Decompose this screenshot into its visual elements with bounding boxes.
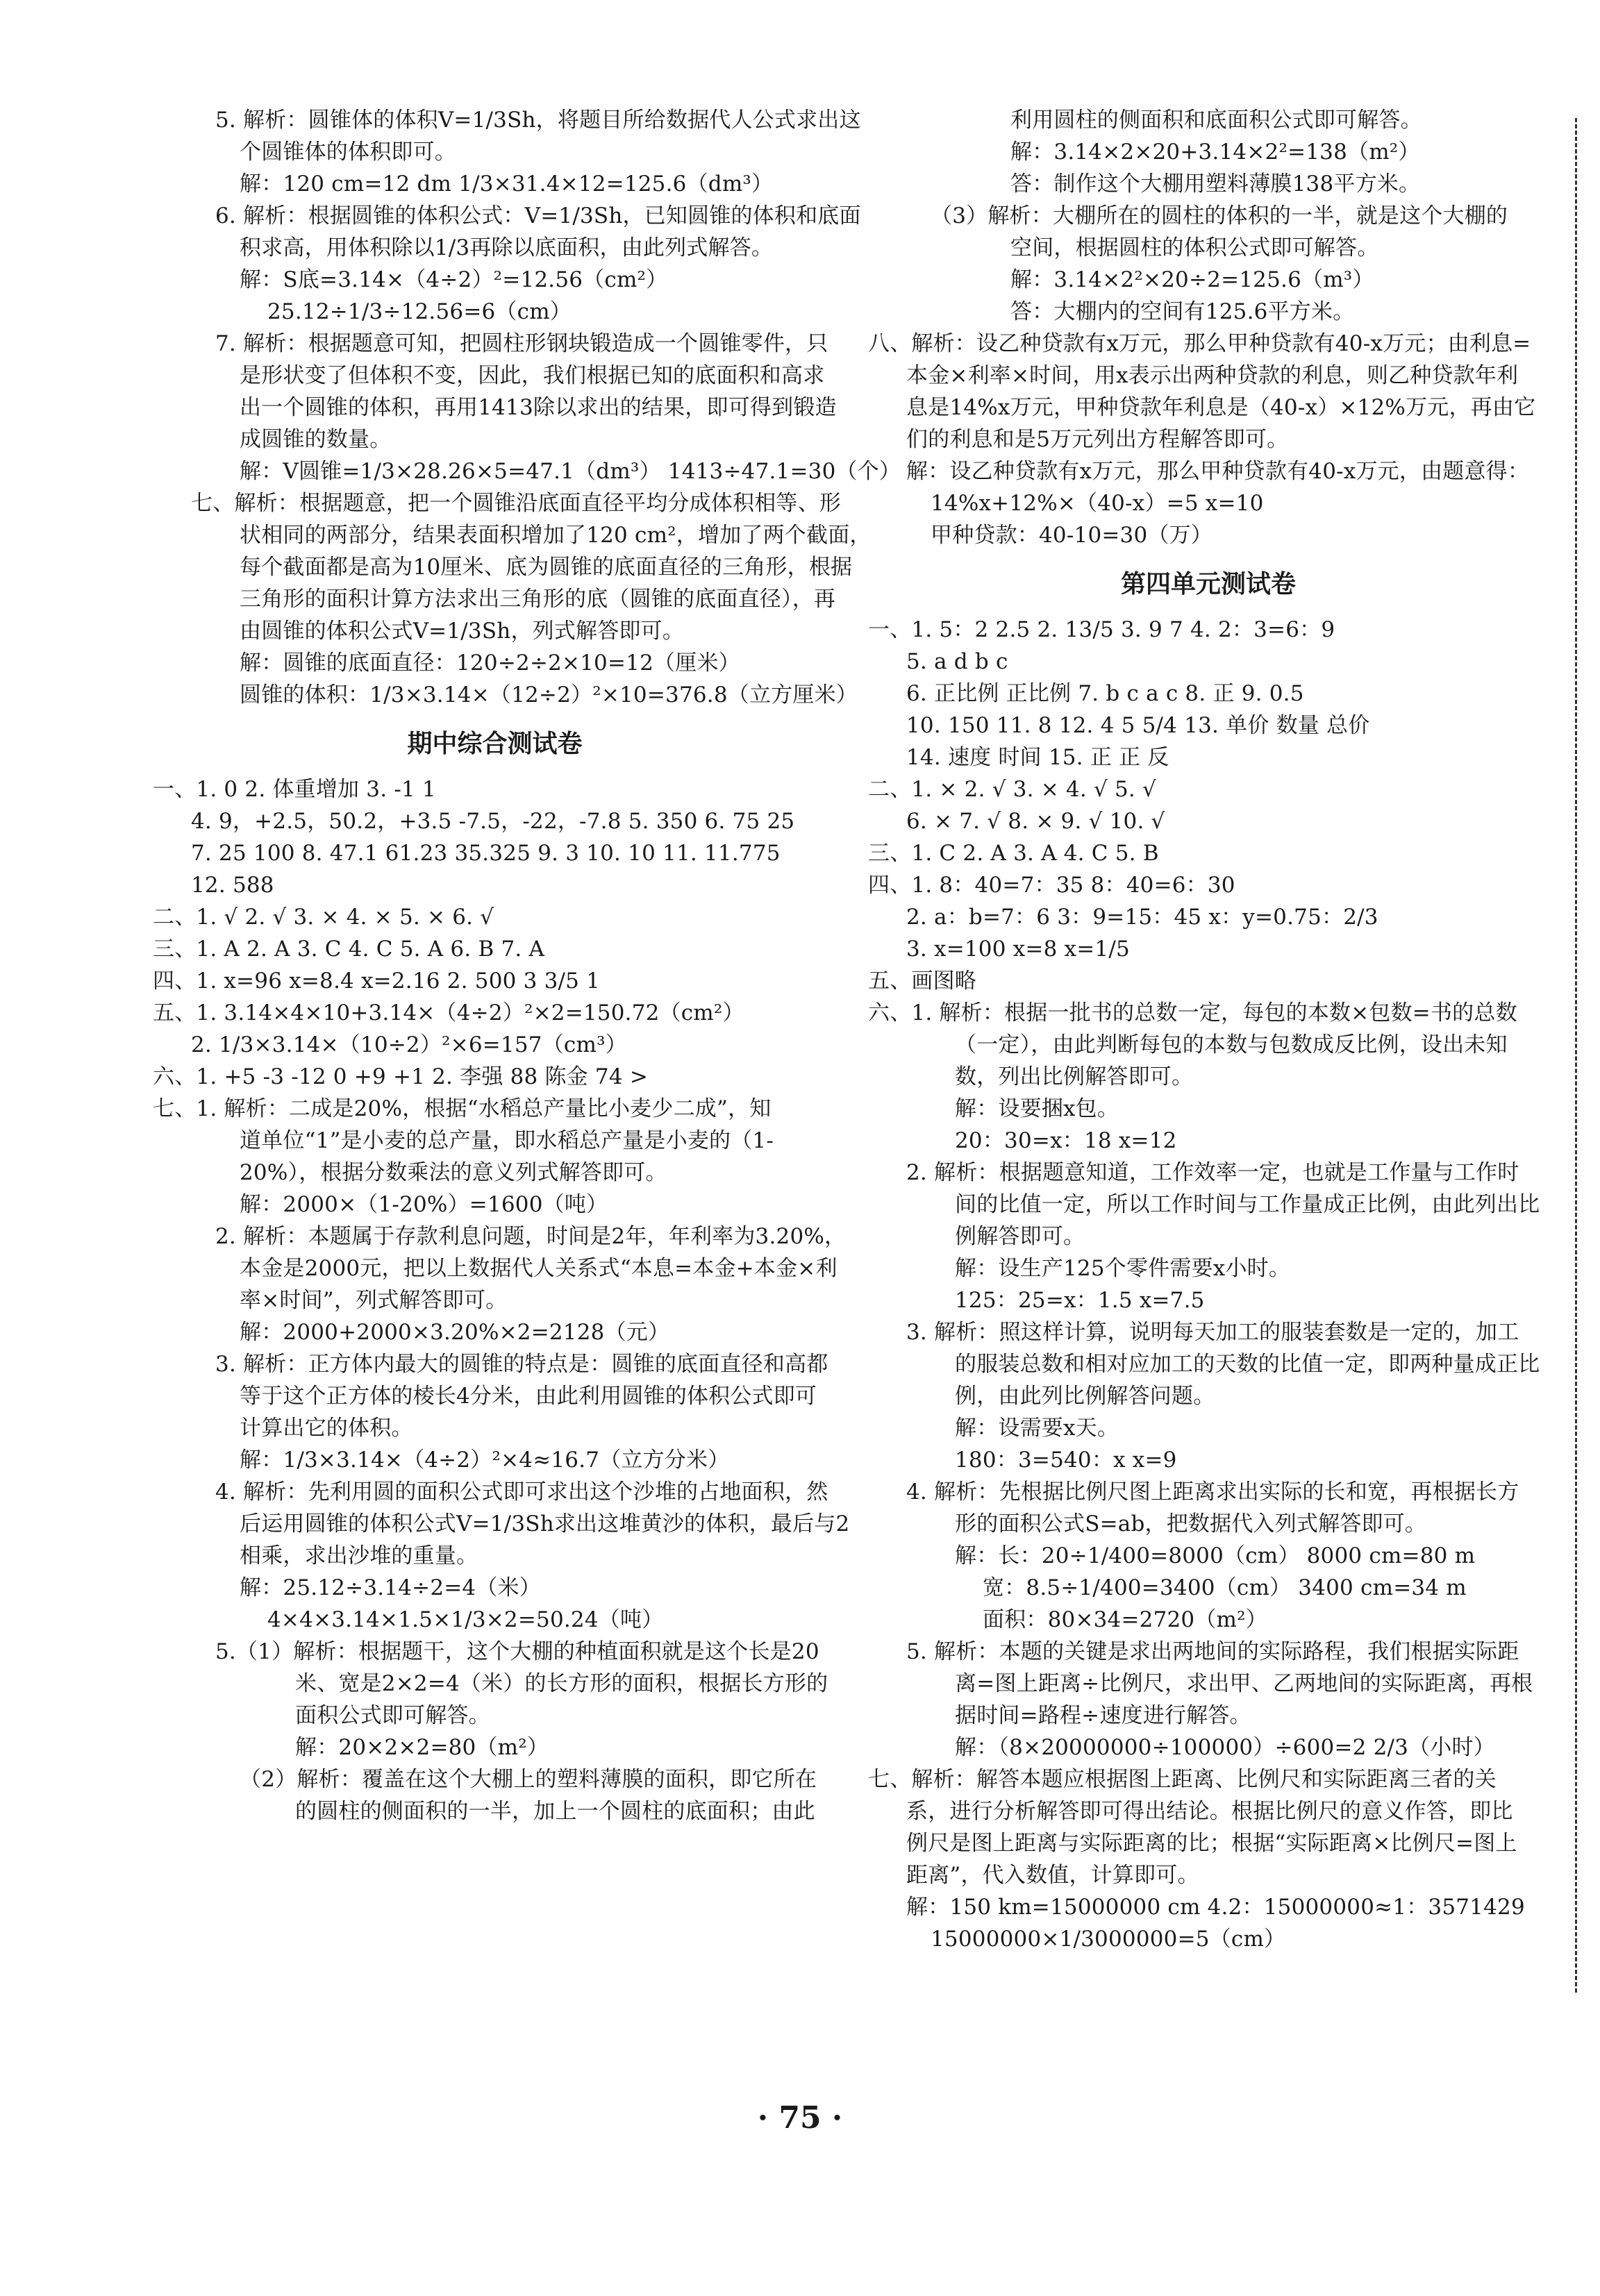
answer-line: 的圆柱的侧面积的一半，加上一个圆柱的底面积；由此 bbox=[295, 1799, 815, 1824]
answer-line: 5. 解析：圆锥体的体积V=1/3Sh，将题目所给数据代人公式求出这 bbox=[215, 108, 861, 133]
answer-line: 宽：8.5÷1/400=3400（cm） 3400 cm=34 m bbox=[983, 1575, 1467, 1600]
midterm-heading: 期中综合测试卷 bbox=[407, 730, 583, 758]
left-answers-unit3 bbox=[153, 104, 901, 711]
answer-line: 答：制作这个大棚用塑料薄膜138平方米。 bbox=[1010, 171, 1421, 196]
answer-line: 相乘，求出沙堆的重量。 bbox=[240, 1543, 478, 1568]
answer-line: 14. 速度 时间 15. 正 正 反 bbox=[906, 745, 1169, 770]
answer-line: 5.（1）解析：根据题干，这个大棚的种植面积就是这个长是20 bbox=[215, 1639, 819, 1664]
answer-line: 4. 9，+2.5，50.2，+3.5 -7.5，-22，-7.8 5. 350 6. 75 25 bbox=[191, 809, 795, 834]
answer-line: 状相同的两部分，结果表面积增加了120 cm²，增加了两个截面， bbox=[240, 523, 872, 548]
answer-line: 2. a：b=7：6 3：9=15：45 x：y=0.75：2/3 bbox=[906, 905, 1378, 930]
answer-line: 20：30=x：18 x=12 bbox=[955, 1128, 1177, 1153]
answer-line: 解：2000+2000×3.20%×2=2128（元） bbox=[240, 1320, 670, 1345]
answer-line: 2. 解析：本题属于存款利息问题，时间是2年，年利率为3.20%， bbox=[215, 1224, 847, 1249]
answer-line: 甲种贷款：40-10=30（万） bbox=[931, 523, 1212, 548]
answer-line: 四、1. x=96 x=8.4 x=2.16 2. 500 3 3/5 1 bbox=[153, 969, 601, 994]
unit4-heading: 第四单元测试卷 bbox=[1120, 570, 1296, 598]
answer-line: 例，由此列比例解答问题。 bbox=[955, 1384, 1215, 1409]
left-column bbox=[153, 104, 901, 1827]
right-answers-unit4 bbox=[868, 614, 1549, 1955]
answer-line: 解：25.12÷3.14÷2=4（米） bbox=[240, 1575, 541, 1600]
answer-line: 五、1. 3.14×4×10+3.14×（4÷2）²×2=150.72（cm²） bbox=[153, 1000, 744, 1025]
answer-line: 4×4×3.14×1.5×1/3×2=50.24（吨） bbox=[267, 1607, 664, 1632]
answer-line: 解：20×2×2=80（m²） bbox=[295, 1735, 549, 1760]
answer-line: 解：长：20÷1/400=8000（cm） 8000 cm=80 m bbox=[955, 1543, 1476, 1568]
answer-line: 180：3=540：x x=9 bbox=[955, 1448, 1177, 1473]
left-answers-midterm bbox=[153, 773, 850, 1827]
answer-line: 解：设要捆x包。 bbox=[955, 1096, 1119, 1121]
answer-line: 125：25=x：1.5 x=7.5 bbox=[955, 1288, 1205, 1313]
answer-line: 解：设生产125个零件需要x小时。 bbox=[955, 1256, 1291, 1281]
right-column bbox=[868, 104, 1549, 1955]
answer-line: 据时间=路程÷速度进行解答。 bbox=[955, 1703, 1251, 1728]
answer-line: 个圆锥体的体积即可。 bbox=[240, 140, 456, 165]
answer-line: 成圆锥的数量。 bbox=[240, 427, 392, 452]
answer-line: 本金是2000元，把以上数据代人关系式“本息=本金+本金×利 bbox=[240, 1256, 838, 1281]
answer-line: 间的比值一定，所以工作时间与工作量成正比例，由此列出比 bbox=[955, 1192, 1540, 1217]
answer-line: 三角形的面积计算方法求出三角形的底（圆锥的底面直径），再 bbox=[240, 587, 836, 612]
answer-line: 4. 解析：先利用圆的面积公式即可求出这个沙堆的占地面积，然 bbox=[215, 1480, 828, 1505]
answer-line: 的服装总数和相对应加工的天数的比值一定，即两种量成正比 bbox=[955, 1352, 1540, 1377]
answer-line: 利用圆柱的侧面积和底面积公式即可解答。 bbox=[1010, 108, 1422, 133]
answer-line: 数，列出比例解答即可。 bbox=[955, 1064, 1194, 1089]
answer-line: 出一个圆锥的体积，再用1413除以求出的结果，即可得到锻造 bbox=[240, 395, 837, 420]
answer-line: 是形状变了但体积不变，因此，我们根据已知的底面积和高求 bbox=[240, 363, 825, 388]
answer-line: 15000000×1/3000000=5（cm） bbox=[931, 1927, 1286, 1952]
answer-line: 们的利息和是5万元列出方程解答即可。 bbox=[906, 427, 1289, 452]
answer-line: （3）解析：大棚所在的圆柱的体积的一半，就是这个大棚的 bbox=[931, 203, 1508, 228]
answer-line: 三、1. C 2. A 3. A 4. C 5. B bbox=[868, 841, 1159, 866]
answer-line: 3. 解析：照这样计算，说明每天加工的服装套数是一定的，加工 bbox=[906, 1320, 1519, 1345]
right-answers-midterm-cont bbox=[868, 104, 1549, 551]
answer-line: 积求高，用体积除以1/3再除以底面积，由此列式解答。 bbox=[240, 235, 774, 260]
answer-line: 5. 解析：本题的关键是求出两地间的实际路程，我们根据实际距 bbox=[906, 1639, 1519, 1664]
answer-line: 由圆锥的体积公式V=1/3Sh，列式解答即可。 bbox=[240, 619, 685, 644]
answer-line: 七、解析：解答本题应根据图上距离、比例尺和实际距离三者的关 bbox=[868, 1767, 1497, 1792]
answer-line: 系，进行分析解答即可得出结论。根据比例尺的意义作答，即比 bbox=[906, 1799, 1513, 1824]
answer-line: 12. 588 bbox=[191, 873, 274, 898]
answer-line: 米、宽是2×2=4（米）的长方形的面积，根据长方形的 bbox=[295, 1671, 828, 1696]
answer-line: 6. 解析：根据圆锥的体积公式：V=1/3Sh，已知圆锥的体积和底面 bbox=[215, 203, 861, 228]
answer-line: 解：120 cm=12 dm 1/3×31.4×12=125.6（dm³） bbox=[240, 171, 774, 196]
answer-line: 解：3.14×2×20+3.14×2²=138（m²） bbox=[1010, 140, 1420, 165]
answer-line: 形的面积公式S=ab，把数据代入列式解答即可。 bbox=[955, 1511, 1427, 1536]
answer-line: 一、1. 0 2. 体重增加 3. -1 1 bbox=[153, 777, 436, 802]
answer-line: 距离”，代入数值，计算即可。 bbox=[906, 1863, 1199, 1888]
answer-line: 3. 解析：正方体内最大的圆锥的特点是：圆锥的底面直径和高都 bbox=[215, 1352, 828, 1377]
answer-line: 解：圆锥的底面直径：120÷2÷2×10=12（厘米） bbox=[240, 651, 740, 676]
answer-line: 七、1. 解析：二成是20%，根据“水稻总产量比小麦少二成”，知 bbox=[153, 1096, 772, 1121]
answer-line: 空间，根据圆柱的体积公式即可解答。 bbox=[1010, 235, 1379, 260]
answer-line: 6. 正比例 正比例 7. b c a c 8. 正 9. 0.5 bbox=[906, 681, 1304, 706]
answer-line: 2. 1/3×3.14×（10÷2）²×6=157（cm³） bbox=[191, 1032, 627, 1057]
answer-line: （2）解析：覆盖在这个大棚上的塑料薄膜的面积，即它所在 bbox=[240, 1767, 817, 1792]
cut-line-divider bbox=[1575, 118, 1577, 1993]
answer-line: 二、1. √ 2. √ 3. × 4. × 5. × 6. √ bbox=[153, 905, 494, 930]
answer-line: 等于这个正方体的棱长4分米，由此利用圆锥的体积公式即可 bbox=[240, 1384, 817, 1409]
answer-line: 答：大棚内的空间有125.6平方米。 bbox=[1010, 299, 1355, 324]
answer-line: 每个截面都是高为10厘米、底为圆锥的底面直径的三角形，根据 bbox=[240, 555, 853, 580]
answer-line: 解：150 km=15000000 cm 4.2：15000000≈1：3571429 bbox=[906, 1895, 1525, 1920]
answer-line: 息是14%x万元，甲种贷款年利息是（40-x）×12%万元，再由它 bbox=[906, 395, 1536, 420]
answer-line: 解：设需要x天。 bbox=[955, 1416, 1119, 1441]
answer-line: 7. 25 100 8. 47.1 61.23 35.325 9. 3 10. 10 11. 11.775 bbox=[191, 841, 781, 866]
answer-line: 六、1. 解析：根据一批书的总数一定，每包的本数×包数=书的总数 bbox=[868, 1000, 1517, 1025]
answer-line: 道单位“1”是小麦的总产量，即水稻总产量是小麦的（1- bbox=[240, 1128, 774, 1153]
answer-line: 离=图上距离÷比例尺，求出甲、乙两地间的实际距离，再根 bbox=[955, 1671, 1533, 1696]
answer-line: 7. 解析：根据题意可知，把圆柱形钢块锻造成一个圆锥零件，只 bbox=[215, 331, 828, 356]
answer-line: 例解答即可。 bbox=[955, 1224, 1085, 1249]
answer-line: 2. 解析：根据题意知道，工作效率一定，也就是工作量与工作时 bbox=[906, 1160, 1519, 1185]
answer-line: 三、1. A 2. A 3. C 4. C 5. A 6. B 7. A bbox=[153, 937, 545, 962]
answer-line: 解：V圆锥=1/3×28.26×5=47.1（dm³） 1413÷47.1=30（个） bbox=[240, 459, 901, 484]
answer-line: 七、解析：根据题意，把一个圆锥沿底面直径平均分成体积相等、形 bbox=[191, 491, 841, 516]
answer-line: 解：3.14×2²×20÷2=125.6（m³） bbox=[1010, 267, 1374, 292]
answer-line: 本金×利率×时间，用x表示出两种贷款的利息，则乙种贷款年利 bbox=[906, 363, 1519, 388]
answer-line: 面积：80×34=2720（m²） bbox=[983, 1607, 1267, 1632]
answer-line: 5. a d b c bbox=[906, 649, 1008, 674]
answer-line: 10. 150 11. 8 12. 4 5 5/4 13. 单价 数量 总价 bbox=[906, 713, 1370, 738]
answer-line: 解：设乙种贷款有x万元，那么甲种贷款有40-x万元，由题意得： bbox=[906, 459, 1530, 484]
answer-line: 六、1. +5 -3 -12 0 +9 +1 2. 李强 88 陈金 74 > bbox=[153, 1064, 649, 1089]
answer-line: 一、1. 5：2 2.5 2. 13/5 3. 9 7 4. 2：3=6：9 bbox=[868, 617, 1335, 642]
answer-line: 20%），根据分数乘法的意义列式解答即可。 bbox=[240, 1160, 667, 1185]
answer-line: 后运用圆锥的体积公式V=1/3Sh求出这堆黄沙的体积，最后与2 bbox=[240, 1511, 850, 1536]
answer-line: 6. × 7. √ 8. × 9. √ 10. √ bbox=[906, 809, 1165, 834]
answer-line: 例尺是图上距离与实际距离的比；根据“实际距离×比例尺=图上 bbox=[906, 1831, 1517, 1856]
answer-line: 四、1. 8：40=7：35 8：40=6：30 bbox=[868, 873, 1235, 898]
answer-line: 八、解析：设乙种贷款有x万元，那么甲种贷款有40-x万元；由利息= bbox=[868, 331, 1531, 356]
answer-line: 解：1/3×3.14×（4÷2）²×4≈16.7（立方分米） bbox=[240, 1448, 730, 1473]
answer-line: 解：S底=3.14×（4÷2）²=12.56（cm²） bbox=[240, 267, 668, 292]
answer-line: 五、画图略 bbox=[868, 969, 976, 994]
page-number: · 75 · bbox=[757, 2100, 843, 2136]
answer-line: 面积公式即可解答。 bbox=[295, 1703, 490, 1728]
answer-line: 解：（8×20000000÷100000）÷600=2 2/3（小时） bbox=[955, 1735, 1495, 1760]
answer-line: 解：2000×（1-20%）=1600（吨） bbox=[240, 1192, 608, 1217]
answer-line: 4. 解析：先根据比例尺图上距离求出实际的长和宽，再根据长方 bbox=[906, 1480, 1519, 1505]
answer-line: 计算出它的体积。 bbox=[240, 1416, 413, 1441]
answer-line: 二、1. × 2. √ 3. × 4. √ 5. √ bbox=[868, 777, 1156, 802]
answer-line: 率×时间”，列式解答即可。 bbox=[240, 1288, 508, 1313]
answer-line: 3. x=100 x=8 x=1/5 bbox=[906, 937, 1130, 962]
answer-line: （一定），由此判断每包的本数与包数成反比例，设出未知 bbox=[955, 1032, 1508, 1057]
answer-line: 圆锥的体积：1/3×3.14×（12÷2）²×10=376.8（立方厘米） bbox=[240, 682, 858, 707]
answer-line: 25.12÷1/3÷12.56=6（cm） bbox=[267, 299, 572, 324]
answer-line: 14%x+12%×（40-x）=5 x=10 bbox=[931, 491, 1264, 516]
